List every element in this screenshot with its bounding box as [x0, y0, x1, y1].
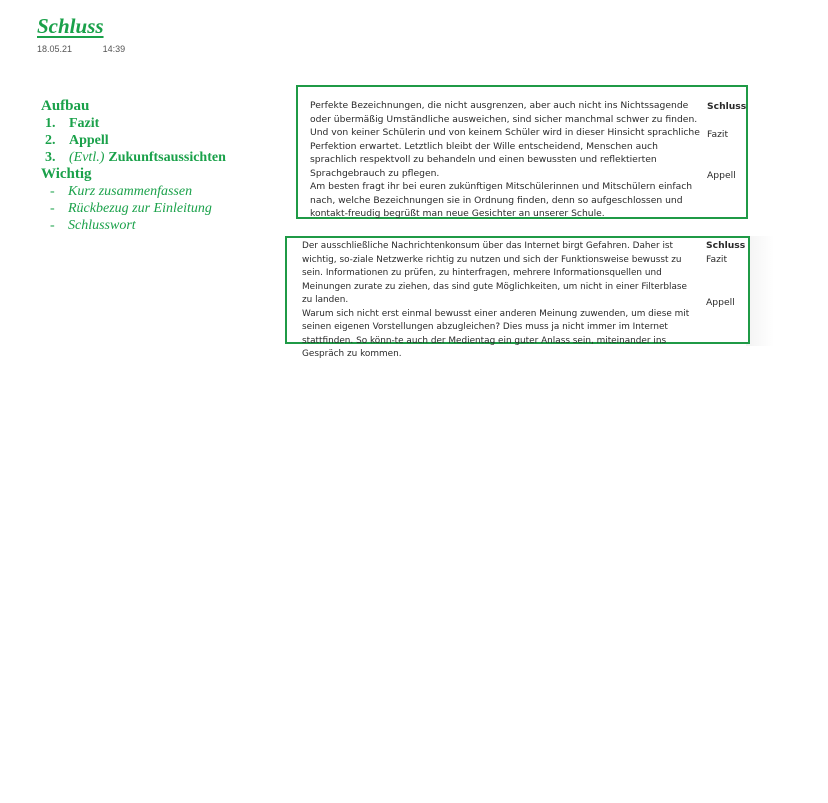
example-paragraph: Am besten fragt ihr bei euren zukünftigen Mitschülerinnen und Mitschülern einfach nach, welche Bezeichnungen sie in Ordnung finden, denn so aufgeschlossen und kontakt-freudig begrüßt man neue Gesichter an unserer Schule.: [310, 181, 693, 219]
tip-item: - Schlusswort: [50, 218, 136, 233]
notes-block[interactable]: [41, 98, 226, 234]
heading-wichtig: Wichtig: [41, 166, 92, 182]
list-number: 2.: [45, 133, 56, 148]
tip-item: - Rückbezug zur Einleitung: [50, 201, 212, 216]
example-text: [310, 99, 705, 221]
list-prefix: (Evtl.): [69, 150, 105, 165]
list-text: Fazit: [69, 116, 100, 131]
page-date: 18.05.21: [37, 44, 73, 54]
example-image-2[interactable]: [285, 236, 750, 359]
label-fazit: Fazit: [707, 129, 729, 140]
example-text: [302, 240, 700, 362]
list-item: [41, 132, 226, 149]
page-title[interactable]: Schluss: [37, 14, 104, 38]
tip-text: Kurz zusammenfassen: [68, 184, 193, 199]
page-time: 14:39: [102, 44, 126, 54]
label-appell: Appell: [707, 170, 736, 181]
label-schluss: Schluss: [707, 101, 747, 112]
list-text: Zukunftsaussichten: [108, 150, 226, 165]
label-schluss: Schluss: [706, 240, 746, 251]
example-paragraph: Perfekte Bezeichnungen, die nicht ausgrenzen, aber auch nicht ins Nichtssagende oder übermäßig Umständliche ausweichen, sind sicher manchmal schwer zu finden. Und von keiner Schülerin und von keinem Schüler wird in dieser Hinsicht sprachliche Perfektion erwartet. Letztlich bleibt der Wille entscheidend, Menschen auch sprachlich respektvoll zu behandeln und einen bewussten und reflektierten Sprachgebrauch zu pflegen.: [310, 100, 700, 179]
example-paragraph: Der ausschließliche Nachrichtenkonsum über das Internet birgt Gefahren. Daher ist wichtig, so-ziale Netzwerke richtig zu nutzen und sich der Funktionsweise bewusst zu sein. Informationen zu prüfen, zu hinterfragen, mehrere Informationsquellen und Meinungen zurate zu ziehen, das sind gute Möglichkeiten, um nicht in einer Filterblase zu landen.: [302, 241, 687, 305]
tip-item: - Kurz zusammenfassen: [50, 184, 193, 199]
heading-aufbau: Aufbau: [41, 98, 90, 114]
list-number: 3.: [45, 150, 56, 165]
list-text: Appell: [69, 133, 109, 148]
image-shadow: [746, 236, 774, 346]
example-paragraph: Warum sich nicht erst einmal bewusst einer anderen Meinung zuwenden, um diese mit seinen eigenen Vorstellungen abzugleichen? Dies muss ja nicht immer im Internet stattfinden. So könn-te auch der Medientag ein guter Anlass sein, miteinander ins Gespräch zu kommen.: [302, 308, 690, 359]
example-image-1[interactable]: [296, 85, 748, 219]
label-appell: Appell: [706, 297, 735, 308]
label-fazit: Fazit: [706, 254, 728, 265]
tip-text: Rückbezug zur Einleitung: [68, 201, 212, 216]
list-item: [41, 149, 226, 166]
list-item: [41, 115, 226, 132]
list-number: 1.: [45, 116, 56, 131]
page-meta: [37, 44, 153, 54]
tip-text: Schlusswort: [68, 218, 136, 233]
